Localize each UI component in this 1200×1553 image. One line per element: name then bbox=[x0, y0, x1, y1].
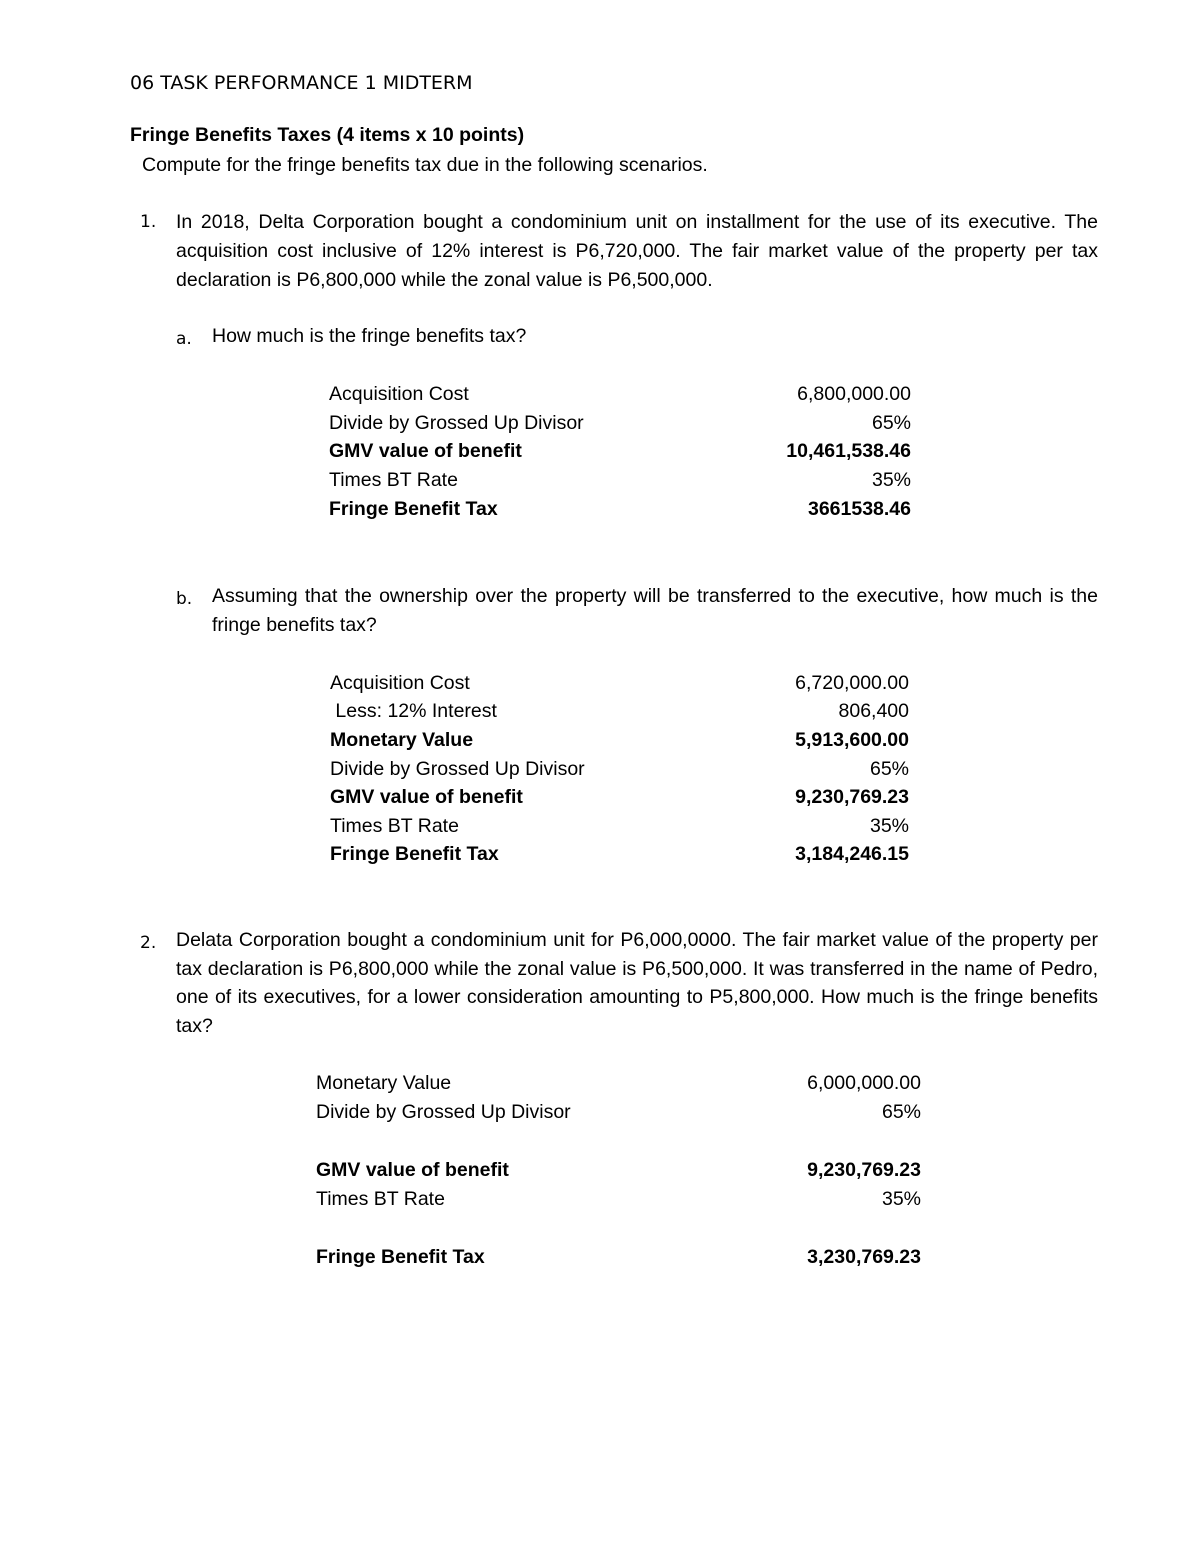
row-label: Monetary Value bbox=[316, 1072, 452, 1094]
row-label: GMV value of benefit bbox=[330, 786, 523, 808]
row-value: 9,230,769.23 bbox=[807, 1159, 921, 1181]
table-row bbox=[330, 669, 909, 698]
row-label: GMV value of benefit bbox=[329, 440, 522, 462]
row-value: 6,720,000.00 bbox=[795, 672, 909, 694]
row-value: 9,230,769.23 bbox=[795, 786, 909, 808]
table-row bbox=[329, 409, 911, 438]
section-title: Fringe Benefits Taxes (4 items x 10 points) bbox=[130, 124, 525, 146]
row-label: Fringe Benefit Tax bbox=[329, 498, 498, 520]
table-row bbox=[330, 755, 909, 784]
row-value: 3661538.46 bbox=[807, 498, 911, 520]
row-label: Monetary Value bbox=[330, 729, 474, 751]
row-value: 35% bbox=[871, 469, 911, 491]
row-value: 3,230,769.23 bbox=[807, 1246, 921, 1268]
row-label: Times BT Rate bbox=[330, 815, 459, 837]
row-label: Acquisition Cost bbox=[329, 383, 469, 405]
table-row bbox=[316, 1156, 921, 1185]
question-1a-text: How much is the fringe benefits tax? bbox=[212, 325, 527, 347]
row-value: 35% bbox=[869, 815, 909, 837]
question-1-text: In 2018, Delta Corporation bought a condominium unit on installment for the use of its executive. The acquisition cost inclusive of 12% interest is P6,720,000. The fair market value of the property per tax declaration is P6,800,000 while the zonal value is P6,500,000. bbox=[176, 211, 1098, 291]
row-label: Divide by Grossed Up Divisor bbox=[316, 1101, 571, 1123]
instructions: Compute for the fringe benefits tax due in the following scenarios. bbox=[142, 154, 708, 176]
question-2-number: 2. bbox=[140, 933, 157, 953]
computation-table-1a bbox=[329, 380, 911, 525]
row-label: GMV value of benefit bbox=[316, 1159, 509, 1181]
row-label: Fringe Benefit Tax bbox=[316, 1246, 485, 1268]
row-label: Times BT Rate bbox=[316, 1188, 445, 1210]
question-1b-text: Assuming that the ownership over the property will be transferred to the executive, how much is the fringe benefits tax? bbox=[212, 585, 1098, 636]
row-value: 3,184,246.15 bbox=[795, 843, 909, 865]
table-row bbox=[316, 1185, 921, 1214]
table-row bbox=[329, 495, 911, 524]
table-row bbox=[330, 812, 909, 841]
table-row bbox=[316, 1243, 921, 1272]
row-value: 6,000,000.00 bbox=[807, 1072, 921, 1094]
table-row bbox=[329, 466, 911, 495]
row-value: 5,913,600.00 bbox=[795, 729, 909, 751]
table-row bbox=[330, 840, 909, 869]
table-row bbox=[330, 726, 909, 755]
table-row bbox=[316, 1069, 921, 1098]
row-value: 806,400 bbox=[838, 700, 909, 722]
row-value: 10,461,538.46 bbox=[786, 440, 911, 462]
row-value: 35% bbox=[881, 1188, 921, 1210]
question-2-text: Delata Corporation bought a condominium unit for P6,000,0000. The fair market value of the property per tax declaration is P6,800,000 while the zonal value is P6,500,000. It was transferred in the name of Pedro, one of its executives, for a lower consideration amounting to P5,800,000. How much is the fringe benefits tax? bbox=[176, 929, 1098, 1037]
row-label: Less: 12% Interest bbox=[330, 700, 497, 722]
question-1a-letter: a. bbox=[176, 329, 192, 349]
row-label: Divide by Grossed Up Divisor bbox=[329, 412, 584, 434]
row-value: 65% bbox=[881, 1101, 921, 1123]
row-value: 6,800,000.00 bbox=[797, 383, 911, 405]
question-1b-letter: b. bbox=[176, 589, 193, 609]
row-label: Times BT Rate bbox=[329, 469, 458, 491]
row-label: Fringe Benefit Tax bbox=[330, 843, 499, 865]
table-row bbox=[329, 437, 911, 466]
row-label: Acquisition Cost bbox=[330, 672, 470, 694]
row-value: 65% bbox=[869, 758, 909, 780]
row-value: 65% bbox=[871, 412, 911, 434]
computation-table-2 bbox=[316, 1069, 921, 1274]
document-header: 06 TASK PERFORMANCE 1 MIDTERM bbox=[130, 72, 473, 94]
table-row bbox=[330, 783, 909, 812]
table-row bbox=[316, 1098, 921, 1127]
row-label: Divide by Grossed Up Divisor bbox=[330, 758, 585, 780]
computation-table-1b bbox=[330, 669, 909, 872]
table-row bbox=[329, 380, 911, 409]
table-row bbox=[330, 697, 909, 726]
question-1-number: 1. bbox=[140, 212, 157, 232]
